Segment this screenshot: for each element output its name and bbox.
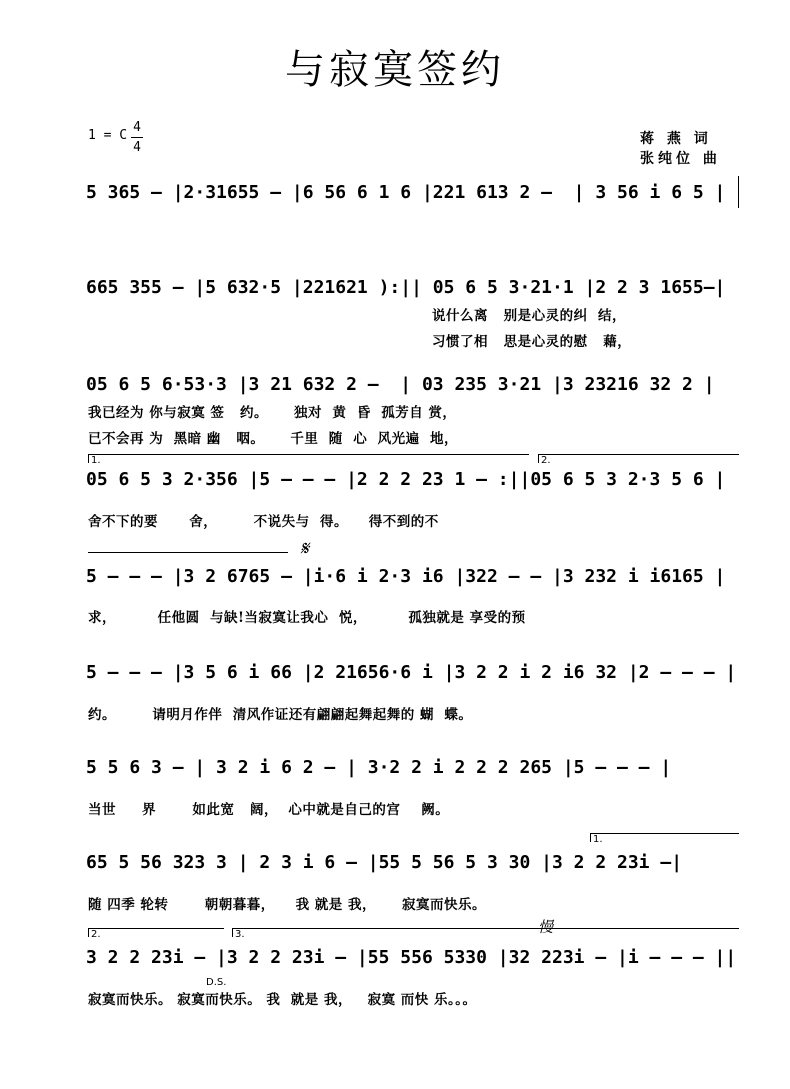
volta-3-label: 1. [593, 834, 603, 845]
lyrics-line-5: 求， 任他圆 与缺!当寂寞让我心 悦， 孤独就是 享受的预 [88, 610, 526, 626]
time-signature [130, 118, 144, 157]
lyrics-line-3-verse-1: 我已经为 你与寂寞 签 约。 独对 黄 昏 孤芳自 赏， [88, 405, 457, 421]
score-line-2 [0, 273, 790, 303]
lyrics-line-6: 约。 请明月作伴 清风作证还有翩翩起舞起舞的 蝴 蝶。 [88, 707, 473, 723]
composer-credit: 张纯位 曲 [640, 151, 721, 167]
dal-segno-marking: D.S. [206, 977, 227, 988]
lyrics-line-7: 当世 界 如此宽 阔， 心中就是自己的宫 阙。 [88, 802, 450, 818]
volta-4-label: 2. [91, 929, 101, 940]
lyrics-line-2-verse-1: 说什么离 别是心灵的纠 结， [432, 308, 626, 324]
score-line-4 [0, 465, 790, 495]
volta-bracket-2 [538, 454, 739, 463]
score-line-7 [0, 753, 790, 783]
volta-5-label: 3. [235, 929, 245, 940]
notation-line-1: 5 365 – |2·31655 – |6 56 6 1 6 |221 613 2 – | 3 56 i 6 5 | [86, 182, 726, 203]
notation-line-9: 3 2 2 23i – |3 2 2 23i – |55 556 5330 |32 223i – |i – – – || [86, 947, 737, 968]
lyrics-line-2-verse-2: 习惯了相 思是心灵的慰 藉， [432, 334, 632, 350]
barline [738, 176, 739, 208]
notation-line-2: 665 355 – |5 632·5 |221621 ):|| 05 6 5 3·21·1 |2 2 3 1655–| [86, 277, 726, 298]
lyrics-line-3-verse-2: 已不会再 为 黑暗 幽 咽。 千里 随 心 风光遍 地， [88, 431, 458, 447]
volta-bracket-1 [88, 454, 529, 463]
volta-bracket-5 [232, 928, 739, 937]
key-signature: 1 = C [88, 128, 128, 143]
score-line-1 [0, 178, 790, 208]
notation-line-5: 5 – – – |3 2 6765 – |i·6 i 2·3 i6 |322 – – |3 232 i i6165 | [86, 566, 726, 587]
score-line-8 [0, 848, 790, 878]
lyricist-credit: 蒋 燕 词 [640, 131, 712, 147]
score-line-3 [0, 370, 790, 400]
time-bottom: 4 [133, 140, 141, 155]
volta-bracket-4 [88, 928, 224, 937]
time-top: 4 [133, 120, 141, 135]
lyrics-line-4: 舍不下的要 舍， 不说失与 得。 得不到的不 [88, 514, 439, 530]
lyrics-line-8: 随 四季 轮转 朝朝暮暮， 我 就是 我， 寂寞而快乐。 [88, 897, 486, 913]
time-divider [131, 137, 143, 138]
score-line-6 [0, 658, 790, 688]
volta-1-label: 1. [91, 455, 101, 466]
score-line-9 [0, 943, 790, 973]
notation-line-4: 05 6 5 3 2·356 |5 – – – |2 2 2 23 1 – :||05 6 5 3 2·3 5 6 | [86, 469, 726, 490]
notation-line-6: 5 – – – |3 5 6 i 66 |2 21656·6 i |3 2 2 i 2 i6 32 |2 – – – | [86, 662, 737, 683]
tempo-marking: 慢 [538, 918, 554, 936]
volta-bracket-3 [590, 833, 739, 842]
notation-line-8: 65 5 56 323 3 | 2 3 i 6 – |55 5 56 5 3 30 |3 2 2 23i –| [86, 852, 683, 873]
lyrics-line-9: 寂寞而快乐。 寂寞而快乐。 我 就是 我， 寂寞 而快 乐。。。 [88, 992, 477, 1008]
notation-line-3: 05 6 5 6·53·3 |3 21 632 2 – | 03 235 3·21 |3 23216 32 2 | [86, 374, 715, 395]
volta-2-label: 2. [541, 455, 551, 466]
notation-line-7: 5 5 6 3 – | 3 2 i 6 2 – | 3·2 2 i 2 2 2 265 |5 – – – | [86, 757, 672, 778]
volta-bracket-continuation [88, 552, 288, 553]
song-title: 与寂寞签约 [285, 47, 505, 93]
score-line-5 [0, 562, 790, 592]
segno-sign: 𝄋 [300, 536, 309, 560]
